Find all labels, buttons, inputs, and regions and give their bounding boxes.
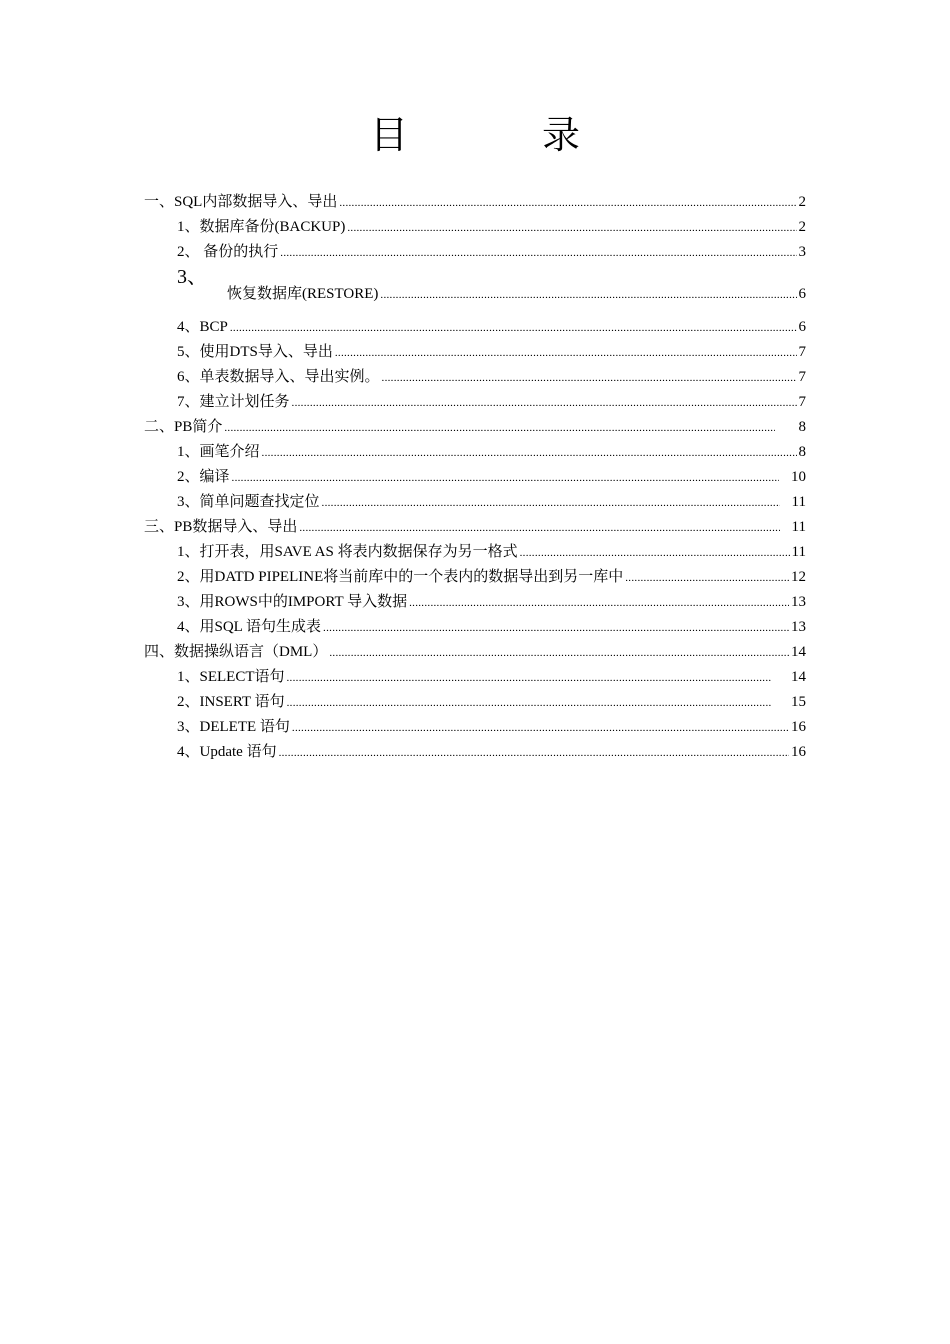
toc-entry-3-3[interactable] — [177, 592, 806, 612]
toc-entry-2-1[interactable] — [177, 442, 806, 462]
toc-leader-dots — [329, 642, 789, 662]
toc-entry-page: 6 — [798, 286, 806, 302]
toc-entry-label: 1、画笔介绍 — [177, 444, 260, 460]
toc-entry-label: 一、SQL内部数据导入、导出 — [144, 194, 338, 210]
toc-entry-label: 1、打开表，用SAVE AS 将表内数据保存为另一格式 — [177, 544, 518, 560]
toc-entry-1-4[interactable] — [177, 317, 806, 337]
toc-entry-page: 14 — [791, 644, 806, 660]
toc-entry-page: 12 — [791, 569, 806, 585]
toc-entry-label: 四、数据操纵语言（DML） — [144, 644, 328, 660]
toc-leader-dots — [224, 417, 774, 437]
toc-entry-label: 1、数据库备份(BACKUP) — [177, 219, 346, 235]
toc-entry-label: 7、建立计划任务 — [177, 394, 290, 410]
toc-leader-dots — [262, 442, 797, 462]
toc-entry-1-5[interactable] — [177, 342, 806, 362]
toc-entry-1-6[interactable] — [177, 367, 806, 387]
toc-entry-page: 7 — [798, 369, 806, 385]
toc-entry-3-2[interactable] — [177, 567, 806, 587]
toc-leader-dots — [299, 517, 779, 537]
toc-entry-1-2[interactable] — [177, 242, 806, 262]
toc-entry-page: 13 — [791, 594, 806, 610]
toc-leader-dots — [339, 192, 796, 212]
toc-entry-label: 1、SELECT语句 — [177, 669, 285, 685]
toc-leader-dots — [347, 217, 796, 237]
toc-entry-4-3[interactable] — [177, 717, 806, 737]
toc-entry-page: 13 — [791, 619, 806, 635]
toc-leader-dots — [625, 567, 789, 587]
toc-entry-label: 5、使用DTS导入、导出 — [177, 344, 333, 360]
toc-entry-page: 16 — [791, 744, 806, 760]
toc-entry-4-4[interactable] — [177, 742, 806, 762]
toc-entry-page: 7 — [798, 394, 806, 410]
toc-entry-label: 3、用ROWS中的IMPORT 导入数据 — [177, 594, 408, 610]
toc-entry-2[interactable] — [144, 417, 806, 437]
toc-entry-label: 2、INSERT 语句 — [177, 694, 285, 710]
toc-entry-label: 4、BCP — [177, 319, 228, 335]
toc-entry-page: 11 — [791, 494, 806, 510]
toc-entry-label: 恢复数据库(RESTORE) — [227, 286, 379, 302]
toc-entry-1[interactable] — [144, 192, 806, 212]
toc-leader-dots — [232, 467, 779, 487]
toc-entry-label: 2、 备份的执行 — [177, 244, 279, 260]
toc-entry-page: 11 — [791, 544, 806, 560]
toc-leader-dots — [279, 742, 789, 762]
toc-leader-dots — [380, 284, 796, 304]
toc-entry-1-7[interactable] — [177, 392, 806, 412]
toc-entry-prefix: 3、 — [177, 266, 207, 288]
toc-entry-label: 3、简单问题查找定位 — [177, 494, 320, 510]
toc-entry-3-1[interactable] — [177, 542, 806, 562]
toc-entry-page: 8 — [798, 444, 806, 460]
toc-leader-dots — [409, 592, 789, 612]
toc-entry-label: 二、PB简介 — [144, 419, 223, 435]
toc-entry-4[interactable] — [144, 642, 806, 662]
toc-entry-1-1[interactable] — [177, 217, 806, 237]
toc-leader-dots — [292, 717, 789, 737]
toc-leader-dots — [322, 492, 780, 512]
toc-entry-page: 11 — [791, 519, 806, 535]
toc-entry-label: 4、Update 语句 — [177, 744, 277, 760]
toc-entry-4-2[interactable] — [177, 692, 806, 712]
toc-leader-dots — [520, 542, 790, 562]
toc-leader-dots — [230, 317, 797, 337]
toc-entry-page: 6 — [798, 319, 806, 335]
toc-entry-page: 14 — [791, 669, 806, 685]
toc-entry-2-3[interactable] — [177, 492, 806, 512]
toc-entry-label: 6、单表数据导入、导出实例。 — [177, 369, 380, 385]
toc-entry-page: 8 — [798, 419, 806, 435]
toc-entry-3[interactable] — [144, 517, 806, 537]
toc-entry-2-2[interactable] — [177, 467, 806, 487]
toc-leader-dots — [287, 667, 772, 687]
toc-leader-dots — [382, 367, 797, 387]
toc-entry-page: 3 — [798, 244, 806, 260]
toc-entry-page: 7 — [798, 344, 806, 360]
toc-leader-dots — [287, 692, 771, 712]
toc-entry-label: 4、用SQL 语句生成表 — [177, 619, 322, 635]
toc-entry-3-4[interactable] — [177, 617, 806, 637]
toc-entry-page: 10 — [791, 469, 806, 485]
toc-entry-label: 2、用DATD PIPELINE将当前库中的一个表内的数据导出到另一库中 — [177, 569, 624, 585]
toc-entry-4-1[interactable] — [177, 667, 806, 687]
toc-entry-label: 2、编译 — [177, 469, 230, 485]
toc-entry-label: 三、PB数据导入、导出 — [144, 519, 298, 535]
toc-entry-page: 16 — [791, 719, 806, 735]
toc-leader-dots — [335, 342, 797, 362]
toc-entry-1-3[interactable] — [177, 266, 806, 304]
toc-entry-label: 3、DELETE 语句 — [177, 719, 290, 735]
toc-leader-dots — [280, 242, 796, 262]
toc-leader-dots — [323, 617, 789, 637]
page-title: 目 录 — [369, 113, 628, 157]
toc-entry-page: 2 — [798, 219, 806, 235]
toc-entry-page: 2 — [798, 194, 806, 210]
toc-entry-page: 15 — [791, 694, 806, 710]
toc-leader-dots — [292, 392, 797, 412]
